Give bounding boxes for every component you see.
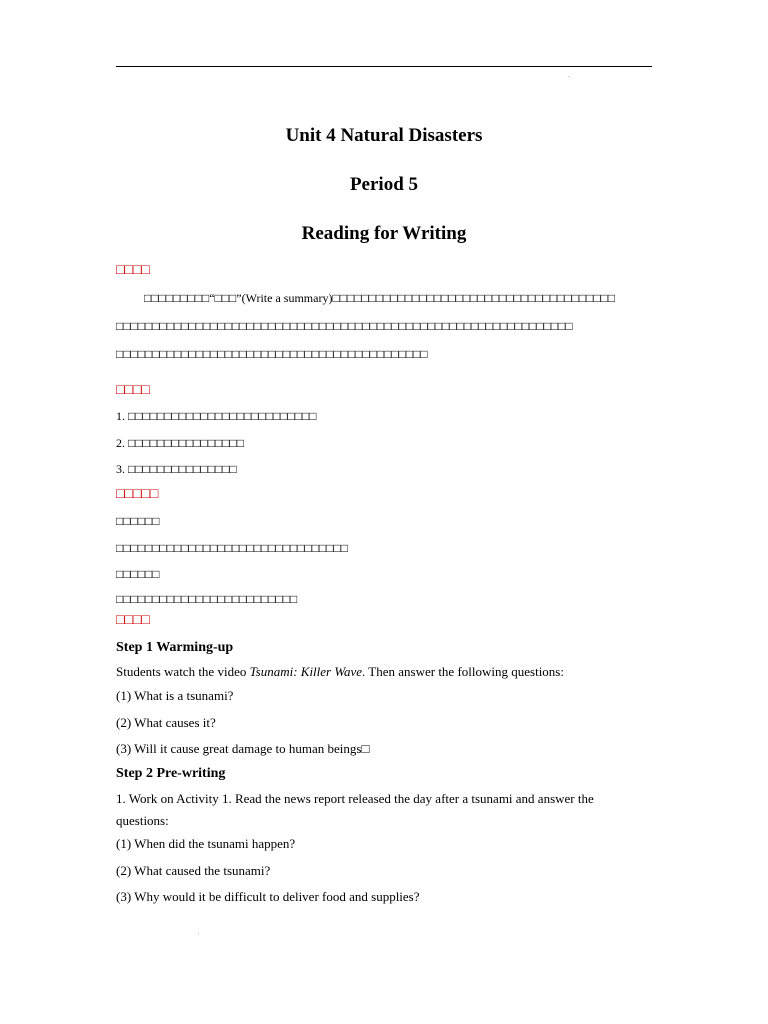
header-rule xyxy=(116,66,652,67)
key-point-text: □□□□□□□□□□□□□□□□□□□□□□□□□□□□□□□□ xyxy=(116,541,348,555)
step1-question-1: (1) What is a tsunami? xyxy=(116,688,234,703)
step2-title: Step 2 Pre-writing xyxy=(116,766,226,781)
section-heading-3: □□□□□ xyxy=(116,487,159,502)
step1-title: Step 1 Warming-up xyxy=(116,640,234,655)
lesson-title: Reading for Writing xyxy=(301,223,467,244)
step1-question-3: (3) Will it cause great damage to human beings□ xyxy=(116,741,370,756)
intro-paragraph-line-1: □□□□□□□□□“□□□”(Write a summary)□□□□□□□□□□□□□□□□□□□□□□□□□□□□□□□□□□□□□□□ xyxy=(144,291,616,305)
section-heading-1: □□□□ xyxy=(116,263,150,278)
objective-item-1: 1. □□□□□□□□□□□□□□□□□□□□□□□□□□ xyxy=(116,409,317,423)
unit-title: Unit 4 Natural Disasters xyxy=(285,125,483,146)
difficult-point-text: □□□□□□□□□□□□□□□□□□□□□□□□□ xyxy=(116,592,298,606)
header-mark: . xyxy=(568,73,570,79)
video-title: Tsunami: Killer Wave xyxy=(249,664,363,679)
step1-intro-post: . Then answer the following questions: xyxy=(362,664,564,679)
difficult-point-label: □□□□□□ xyxy=(116,567,160,581)
step2-activity-1-line-1: 1. Work on Activity 1. Read the news report released the day after a tsunami and answer the xyxy=(116,791,594,806)
step2-question-1: (1) When did the tsunami happen? xyxy=(116,836,296,851)
period-title: Period 5 xyxy=(349,174,419,195)
intro-paragraph-line-2: □□□□□□□□□□□□□□□□□□□□□□□□□□□□□□□□□□□□□□□□□□□□□□□□□□□□□□□□□□□□□□□ xyxy=(116,319,573,333)
step1-intro xyxy=(116,664,564,680)
footer-mark: . xyxy=(198,930,200,936)
section-heading-4: □□□□ xyxy=(116,613,150,628)
step2-question-2: (2) What caused the tsunami? xyxy=(116,863,271,878)
section-heading-2: □□□□ xyxy=(116,383,150,398)
step1-intro-pre: Students watch the video xyxy=(116,664,250,679)
step1-question-2: (2) What causes it? xyxy=(116,715,216,730)
objective-item-3: 3. □□□□□□□□□□□□□□□ xyxy=(116,462,237,476)
step2-activity-1-line-2: questions: xyxy=(116,813,169,828)
objective-item-2: 2. □□□□□□□□□□□□□□□□ xyxy=(116,436,244,450)
intro-paragraph-line-3: □□□□□□□□□□□□□□□□□□□□□□□□□□□□□□□□□□□□□□□□□□□ xyxy=(116,347,428,361)
step2-question-3: (3) Why would it be difficult to deliver food and supplies? xyxy=(116,889,420,904)
key-point-label: □□□□□□ xyxy=(116,514,160,528)
